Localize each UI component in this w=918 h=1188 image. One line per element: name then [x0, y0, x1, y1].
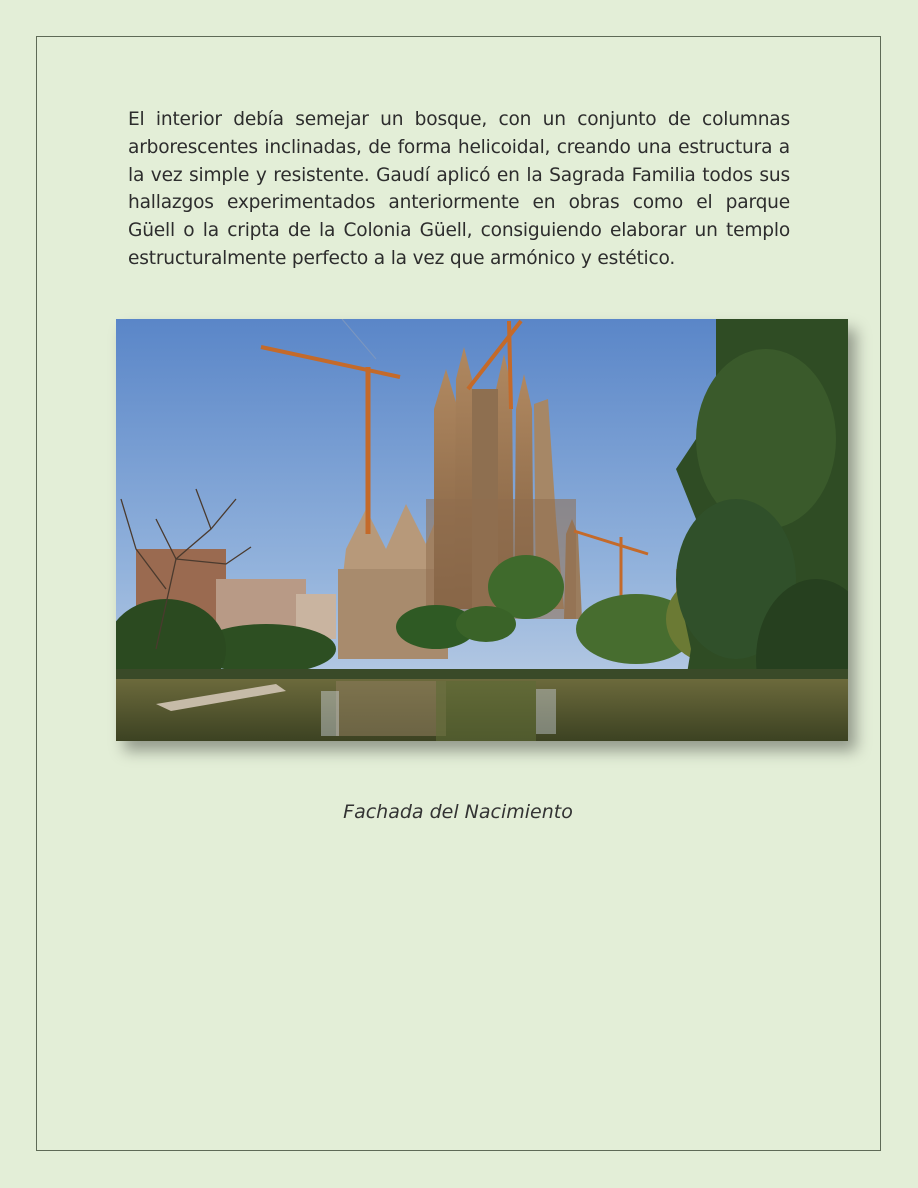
body-paragraph: El interior debía semejar un bosque, con un conjunto de columnas arborescentes inclinadas, de forma helicoidal, creando una estructura a la vez simple y resistente. Gaudí aplicó en la Sagrada Familia todos sus hallazgos experimentados anteriormente en obras como el parque Güell o la cripta de la Colonia Güell, consiguiendo elaborar un templo estructuralmente perfecto a la vez que armónico y estético. — [128, 109, 790, 269]
image-caption: Fachada del Nacimiento — [343, 801, 573, 823]
sagrada-familia-photo — [116, 319, 848, 741]
